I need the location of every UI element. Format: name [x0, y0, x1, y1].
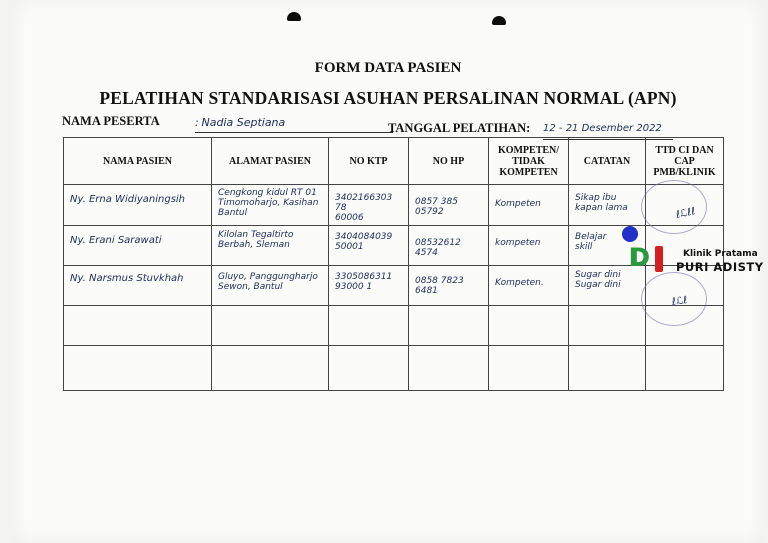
cell-ktp: [329, 346, 409, 391]
table-header-row: [64, 138, 724, 185]
table-row: [64, 266, 724, 306]
cell-catatan: Sikap ibu kapan lama: [569, 185, 646, 226]
clinic-name-line2: PURI ADISTY: [676, 260, 764, 274]
cell-nama: Ny. Erani Sarawati: [64, 226, 212, 266]
cell-nama: Ny. Narsmus Stuvkhah: [64, 266, 212, 306]
cell-ktp: 3404084039 50001: [329, 226, 409, 266]
cell-alamat: Gluyo, Panggungharjo Sewon, Bantul: [212, 266, 329, 306]
cell-catatan: [569, 306, 646, 346]
cell-ktp: 3305086311 93000 1: [329, 266, 409, 306]
form-title: FORM DATA PASIEN: [314, 60, 462, 76]
cell-hp: [409, 306, 489, 346]
cell-kompeten: Kompeten: [489, 185, 569, 226]
cell-catatan: Belajar skill: [569, 226, 646, 266]
cell-kompeten: [489, 346, 569, 391]
cell-alamat: [212, 346, 329, 391]
cell-hp: [409, 346, 489, 391]
col-nama-pasien: NAMA PASIEN: [64, 138, 212, 185]
cell-kompeten: kompeten: [489, 226, 569, 266]
cell-ttd: [646, 346, 724, 391]
cell-ktp: [329, 306, 409, 346]
cell-alamat: Kilolan Tegaltirto Berbah, Sleman: [212, 226, 329, 266]
col-ttd: TTD CI DAN CAP PMB/KLINIK: [646, 138, 724, 185]
participant-field: [195, 116, 393, 133]
clinic-logo-icon: ᴅ: [628, 235, 651, 275]
cell-nama: [64, 346, 212, 391]
cell-ttd: [646, 306, 724, 346]
punch-hole: [287, 12, 301, 21]
punch-hole: [492, 16, 506, 25]
participant-label: NAMA PESERTA: [62, 114, 160, 128]
participant-name: Nadia Septiana: [201, 116, 286, 129]
col-catatan: CATATAN: [569, 138, 646, 185]
table-row: [64, 346, 724, 391]
col-no-ktp: NO KTP: [329, 138, 409, 185]
cell-kompeten: [489, 306, 569, 346]
clinic-name-line1: Klinik Pratama: [683, 249, 758, 259]
cell-nama: [64, 306, 212, 346]
cell-alamat: Cengkong kidul RT 01 Timomoharjo, Kasihan Bantul: [212, 185, 329, 226]
cell-hp: 0858 7823 6481: [409, 266, 489, 306]
table-row: [64, 306, 724, 346]
cell-catatan: Sugar dini Sugar dini: [569, 266, 646, 306]
form-subtitle: PELATIHAN STANDARISASI ASUHAN PERSALINAN NORMAL (APN): [99, 88, 677, 108]
col-alamat-pasien: ALAMAT PASIEN: [212, 138, 329, 185]
patient-table: [63, 137, 724, 391]
cell-alamat: [212, 306, 329, 346]
signature: ℓℒℓ: [671, 294, 689, 309]
cell-kompeten: Kompeten.: [489, 266, 569, 306]
clinic-logo-bar: [655, 246, 663, 272]
cell-nama: Ny. Erna Widiyaningsih: [64, 185, 212, 226]
col-kompeten: KOMPETEN/ TIDAK KOMPETEN: [489, 138, 569, 185]
cell-catatan: [569, 346, 646, 391]
cell-ktp: 3402166303 78 60006: [329, 185, 409, 226]
col-no-hp: NO HP: [409, 138, 489, 185]
participant-colon: :: [195, 116, 199, 129]
cell-hp: 0857 385 05792: [409, 185, 489, 226]
signature: ℓℒℓℓ: [675, 206, 697, 221]
table-row: [64, 185, 724, 226]
training-date-label: TANGGAL PELATIHAN:: [388, 121, 531, 135]
training-date: 12 - 21 Desember 2022: [543, 123, 662, 134]
cell-hp: 08532612 4574: [409, 226, 489, 266]
